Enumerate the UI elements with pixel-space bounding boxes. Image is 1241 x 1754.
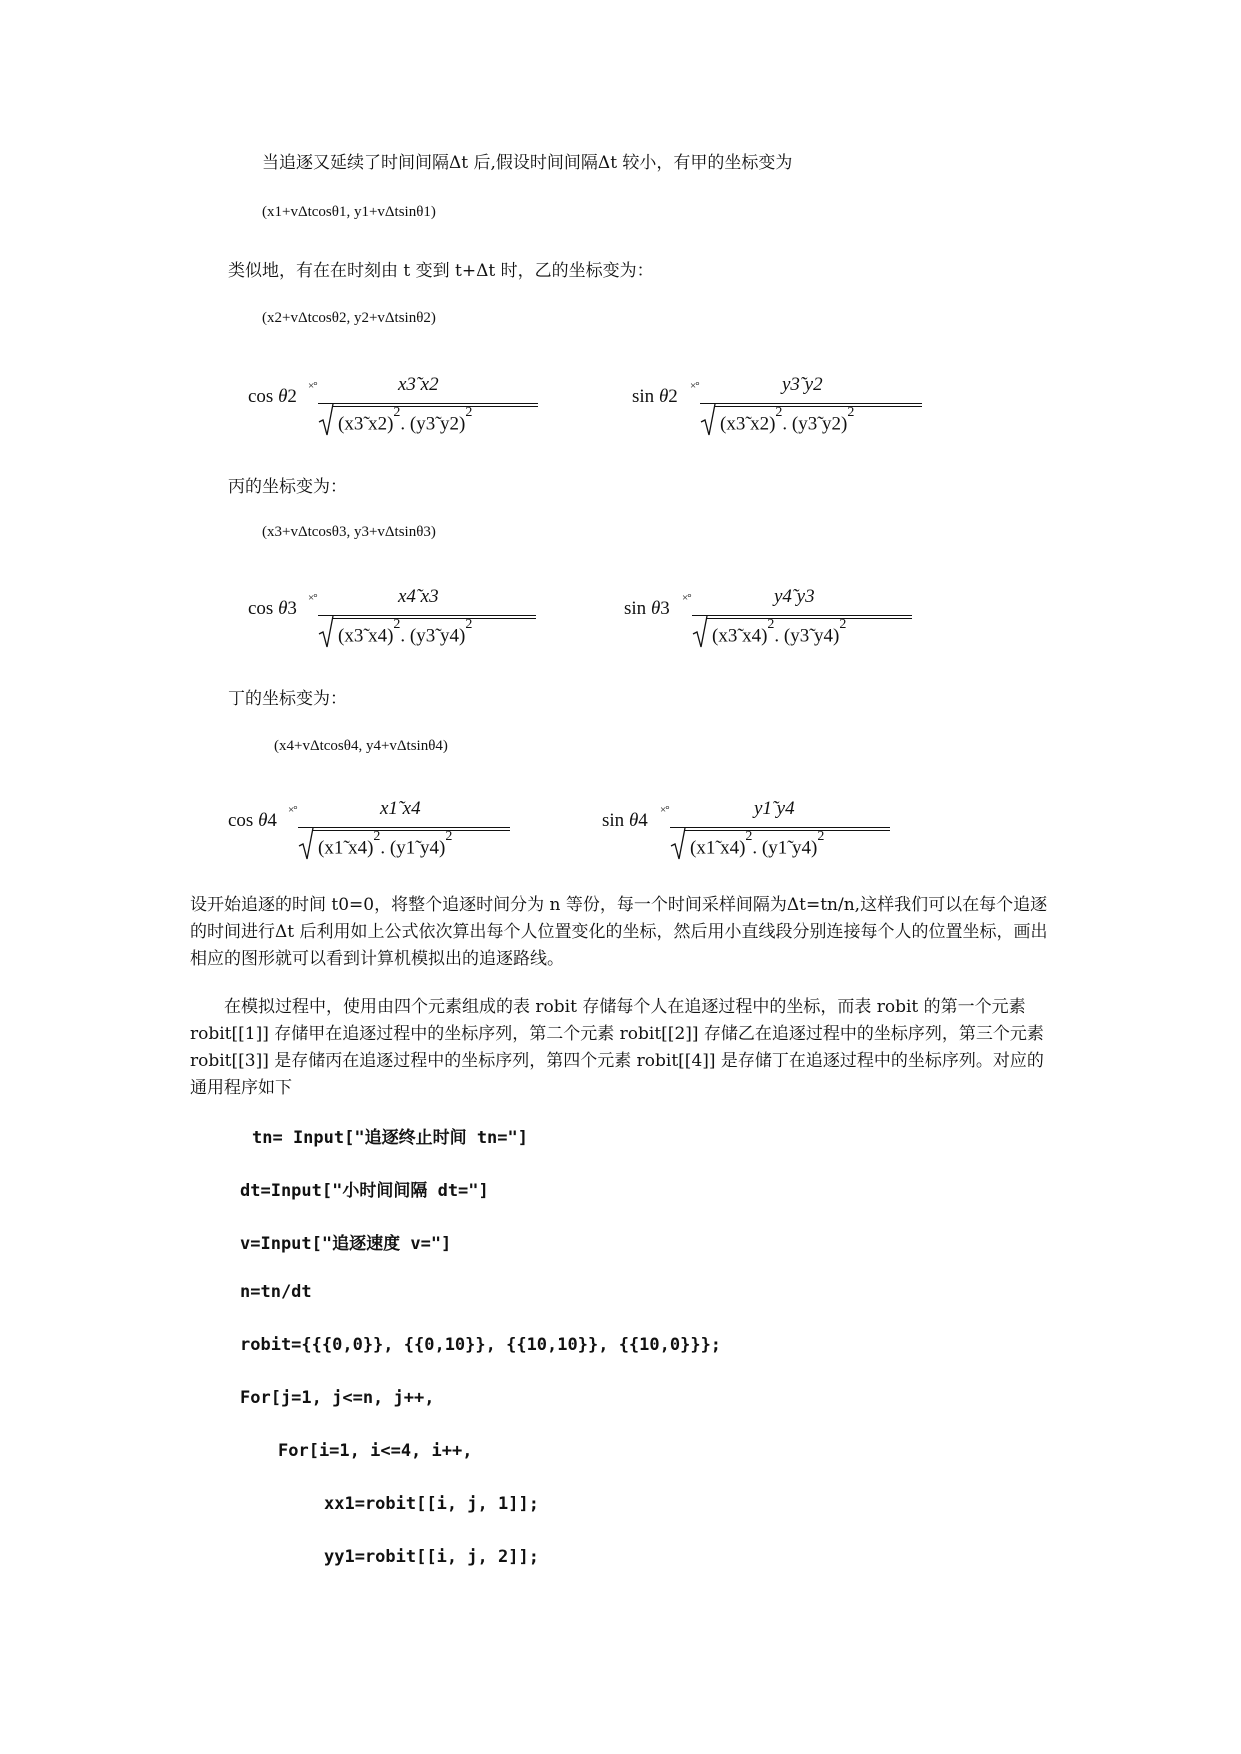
formula-sin-theta4: sin θ4 ×° y1̃ y4 (x1̃ x4)$^2$. (y1̃ y4)$^2$ [602, 790, 902, 860]
formula-sin-theta3: sin θ3 ×° y4̃ y3 (x3̃ x4)$^2$. (y3̃ y4)$^2$ [624, 578, 924, 648]
code-line: tn= Input["追逐终止时间 tn="] [252, 1128, 528, 1148]
formula-cos-theta3: cos θ3 ×° x4̃ x3 (x3̃ x4)$^2$. (y3̃ y4)$^2$ [248, 578, 548, 648]
code-line: v=Input["追逐速度 v="] [240, 1234, 452, 1254]
formula-sin-theta2: sin θ2 ×° y3̃ y2 (x3̃ x2)$^2$. (y3̃ y2)$^2$ [632, 366, 932, 436]
coordinate-expression: (x1+vΔtcosθ1, y1+vΔtsinθ1) [262, 204, 436, 220]
text-line: 丁的坐标变为： [228, 689, 347, 709]
formula-cos-theta4: cos θ4 ×° x1̃ x4 (x1̃ x4)$^2$. (y1̃ y4)$^2$ [228, 790, 528, 860]
text-line: 丙的坐标变为： [228, 477, 347, 497]
code-line: n=tn/dt [240, 1282, 312, 1302]
paragraph-algorithm: 设开始追逐的时间 t0=0，将整个追逐时间分为 n 等份，每一个时间采样间隔为Δt=tn/n,这样我们可以在每个追逐的时间进行Δt 后利用如上公式依次算出每个人位置变化的坐标，然后用小直线段分别连接每个人的位置坐标，画出相应的图形就可以看到计算机模拟出的追逐路线。 [190, 895, 1048, 969]
code-line: yy1=robit[[i, j, 2]]; [324, 1547, 539, 1567]
text-line: 当追逐又延续了时间间隔Δt 后,假设时间间隔Δt 较小，有甲的坐标变为 [262, 153, 793, 173]
paragraph-robit-description: 在模拟过程中，使用由四个元素组成的表 robit 存储每个人在追逐过程中的坐标，而表 robit 的第一个元素 robit[[1]] 存储甲在追逐过程中的坐标序列，第二个元素 robit[[2]] 存储乙在追逐过程中的坐标序列，第三个元素 robit[[3]] 是存储丙在追逐过程中的坐标序列，第四个元素 robit[[4]] 是存储丁在追逐过程中的坐标序列。对应的通用程序如下 [190, 997, 1044, 1098]
code-line: xx1=robit[[i, j, 1]]; [324, 1494, 539, 1514]
coordinate-expression: (x4+vΔtcosθ4, y4+vΔtsinθ4) [274, 738, 448, 754]
coordinate-expression: (x2+vΔtcosθ2, y2+vΔtsinθ2) [262, 310, 436, 326]
code-line: For[i=1, i<=4, i++, [278, 1441, 473, 1461]
text-line: 类似地，有在在时刻由 t 变到 t+Δt 时，乙的坐标变为： [228, 261, 654, 281]
coordinate-expression: (x3+vΔtcosθ3, y3+vΔtsinθ3) [262, 524, 436, 540]
code-line: robit={{{0,0}}, {{0,10}}, {{10,10}}, {{10,0}}}; [240, 1335, 722, 1355]
formula-cos-theta2: cos θ2 ×° x3̃ x2 (x3̃ x2)$^2$. (y3̃ y2)$^2$ [248, 366, 548, 436]
code-line: dt=Input["小时间间隔 dt="] [240, 1181, 489, 1201]
code-line: For[j=1, j<=n, j++, [240, 1388, 435, 1408]
